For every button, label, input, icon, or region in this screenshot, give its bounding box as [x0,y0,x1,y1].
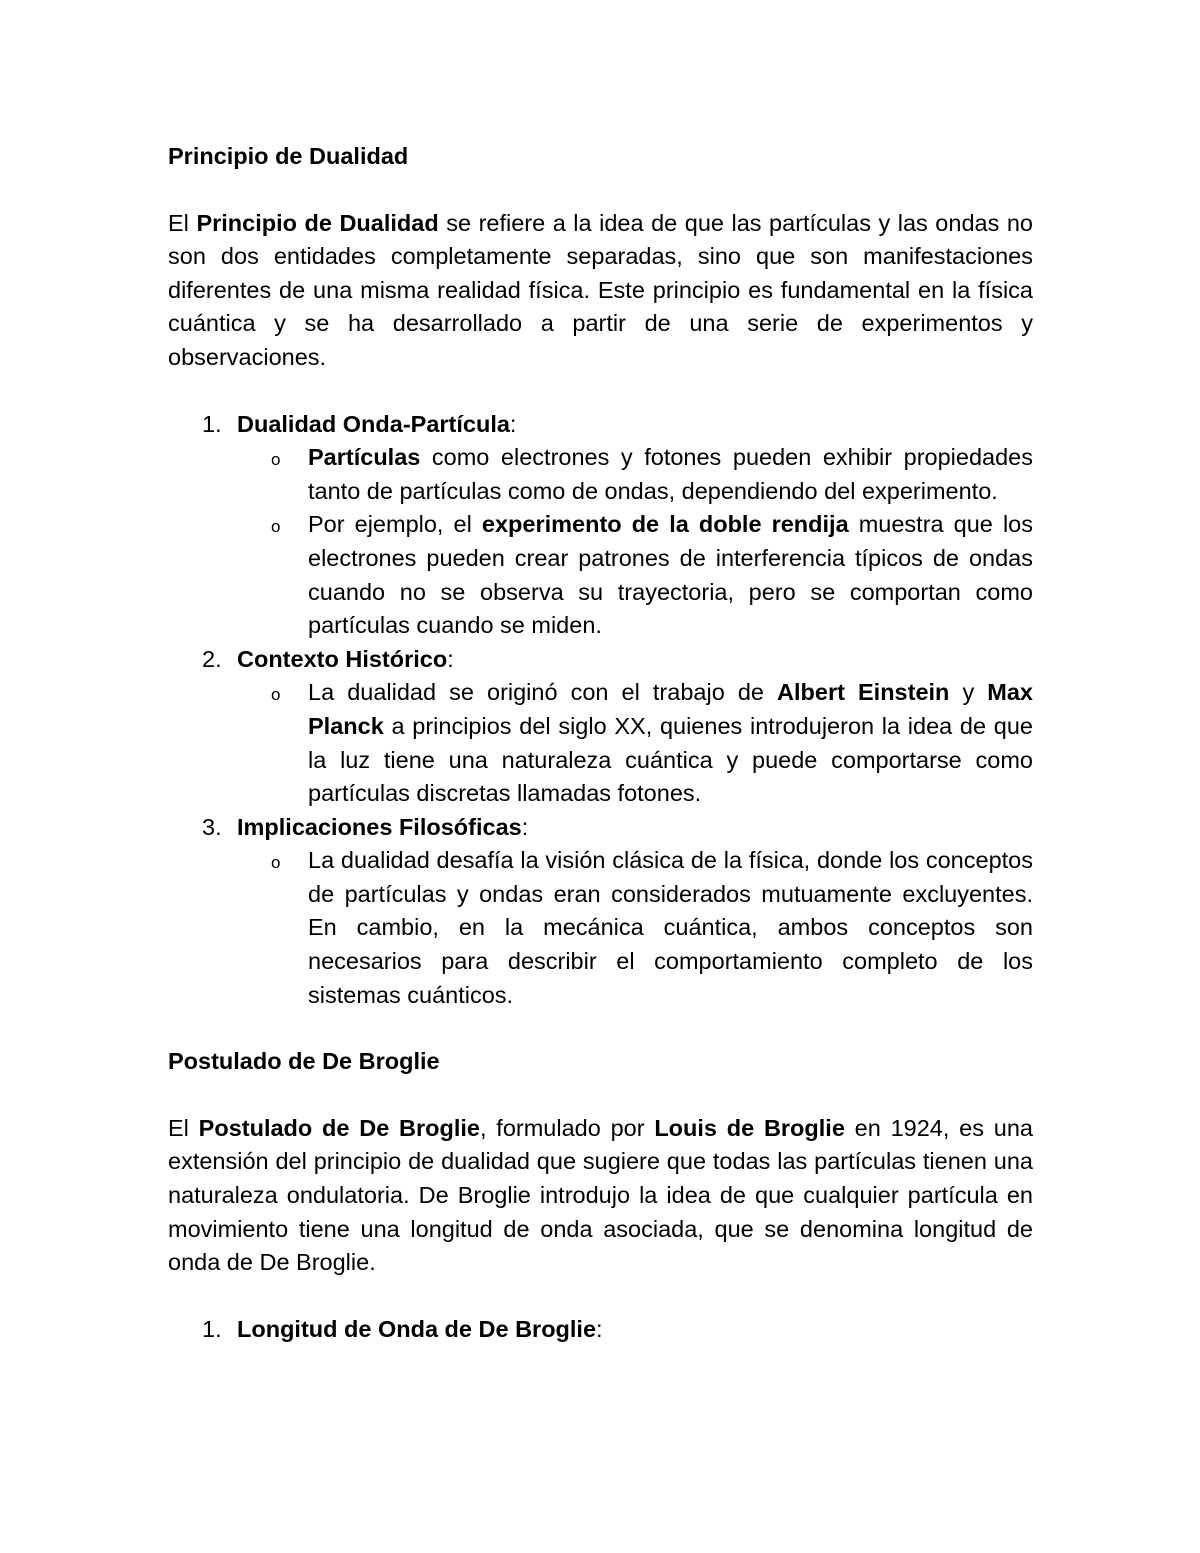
bullet-text [239,844,1033,1012]
section-heading-dualidad: Principio de Dualidad [168,143,409,169]
bold-text: Albert Einstein [777,679,950,706]
list-item [168,811,1033,1013]
bullet-text [239,441,1033,508]
text-run: y [949,679,988,706]
text-run: El [168,209,197,236]
section-heading-de-broglie: Postulado de De Broglie [168,1048,440,1075]
text-run: El [168,1114,199,1141]
list-item [168,643,1033,811]
bullet-item [168,508,1033,642]
list-item-label: Longitud de Onda de De Broglie [237,1315,597,1342]
bullet-list [237,441,1033,643]
text-run: La dualidad desafía la visión clásica de la física, donde los conceptos de partículas y ondas eran considerados mutuamente excluyentes. En cambio, en la mecánica cuántica, ambos conceptos son necesarios para describir el comportamiento completo de los sistemas cuánticos. [308,847,1033,1008]
numbered-list-dualidad [168,408,1033,1013]
bullet-item [168,676,1033,810]
bullet-text [239,508,1033,642]
bullet-marker: o [271,685,281,705]
text-run: : [521,813,529,840]
bullet-item [168,844,1033,1012]
list-number: 1. [202,1315,222,1342]
list-number: 2. [202,645,222,672]
bullet-marker: o [271,517,281,537]
bullet-list [237,676,1033,810]
bold-text: Max Planck [308,679,1033,739]
document-content [168,140,1033,1346]
bullet-marker: o [271,853,281,873]
bold-text: Partículas [308,444,421,471]
bullet-marker: o [271,450,281,470]
text-run: : [596,1315,603,1342]
text-run: La dualidad se originó con el trabajo de [308,679,778,706]
list-item-label: Contexto Histórico [237,645,448,672]
text-run: a principios del siglo XX, quienes introdujeron la idea de que la luz tiene una naturaleza cuántica y puede comportarse como partículas discretas llamadas fotones. [308,712,1033,807]
list-number: 3. [202,813,222,840]
bold-text: Principio de Dualidad [196,209,439,236]
text-run: : [447,645,454,672]
bold-text: Postulado de De Broglie [198,1114,480,1141]
text-run: , formulado por [480,1114,655,1141]
list-item [168,408,1033,643]
text-run: muestra que los electrones pueden crear patrones de interferencia típicos de ondas cuando no se observa su trayectoria, pero se comportan como partículas cuando se miden. [308,511,1033,639]
list-item [168,1313,1033,1347]
text-run: : [509,410,517,437]
text-run: Por ejemplo, el [308,511,482,538]
paragraph-dualidad-intro [168,207,1033,375]
paragraph-de-broglie-intro [168,1112,1033,1280]
list-item-label: Implicaciones Filosóficas [237,813,522,840]
bold-text: experimento de la doble rendija [481,511,849,538]
text-run: se refiere a la idea de que las partículas y las ondas no son dos entidades completamente separadas, sino que son manifestaciones diferentes de una misma realidad física. Este principio es fundamental en la física cuántica y se ha desarrollado a partir de una serie de experimentos y observaciones. [168,209,1034,370]
bullet-text [239,676,1033,810]
numbered-list-de-broglie [168,1313,1033,1347]
text-run: en 1924, es una extensión del principio de dualidad que sugiere que todas las partículas tienen una naturaleza ondulatoria. De Broglie introdujo la idea de que cualquier partícula en movimiento tiene una longitud de onda asociada, que se denomina longitud de onda de De Broglie. [168,1114,1033,1276]
bullet-list [237,844,1033,1012]
text-run: como electrones y fotones pueden exhibir propiedades tanto de partículas como de ondas, dependiendo del experimento. [308,444,1033,504]
bullet-item [168,441,1033,508]
list-number: 1. [202,410,222,437]
bold-text: Louis de Broglie [654,1114,845,1141]
list-item-label: Dualidad Onda-Partícula [237,410,510,437]
